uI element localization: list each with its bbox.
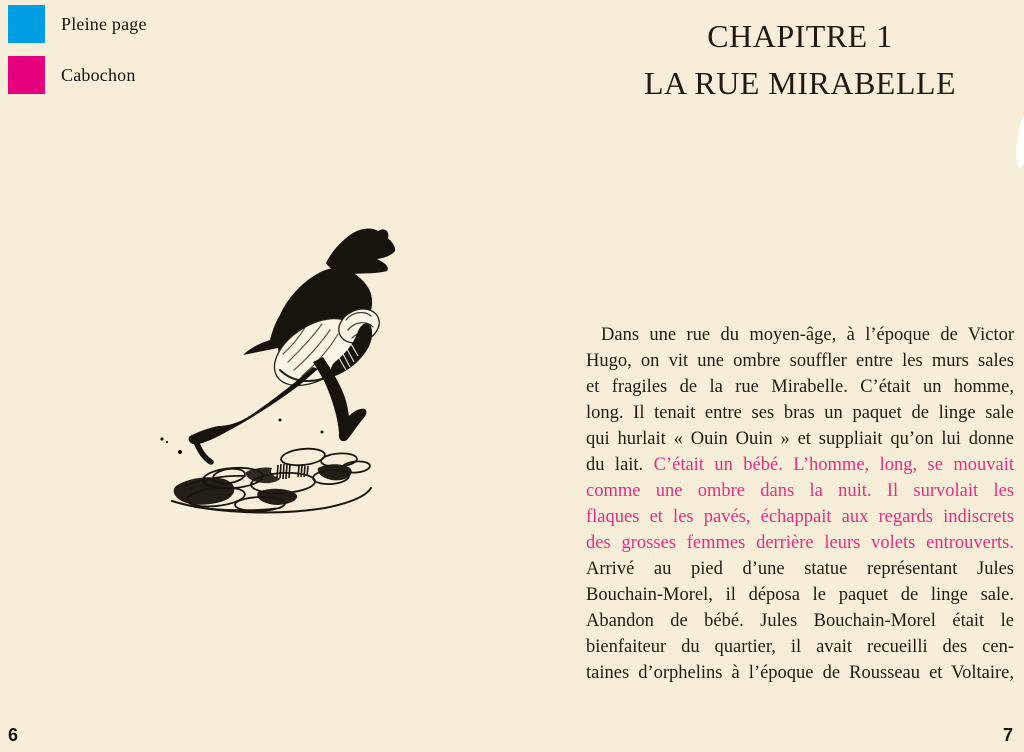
- text-line: [586, 634, 1014, 660]
- body-text-segment: qui hurlait « Ouin Ouin » et suppliait qu’on lui donne: [586, 429, 1014, 449]
- text-line: [586, 348, 1014, 374]
- body-text-segment: Bouchain-Morel, il déposa le paquet de linge sale.: [586, 585, 1014, 605]
- chapter-name: LA RUE MIRABELLE: [644, 65, 956, 101]
- text-line: [586, 322, 1014, 348]
- legend-label: Cabochon: [61, 64, 136, 85]
- legend-label: Pleine page: [61, 13, 147, 34]
- body-text-segment: long. Il tenait entre ses bras un paquet de linge sale: [586, 403, 1014, 423]
- text-line: [586, 530, 1014, 556]
- body-text-segment: et fragiles de la rue Mirabelle. C’était un homme,: [586, 377, 1014, 397]
- body-text-segment: taines d’orphelins à l’époque de Rousseau et Voltaire,: [586, 663, 1014, 683]
- text-line: [586, 556, 1014, 582]
- text-line: [586, 660, 1014, 686]
- legend-item: [8, 5, 147, 43]
- text-line: [586, 400, 1014, 426]
- highlighted-text: comme une ombre dans la nuit. Il survolait les: [586, 481, 1014, 501]
- text-line: [586, 374, 1014, 400]
- cyan-square-swatch: [8, 5, 45, 43]
- text-line: [586, 452, 1014, 478]
- chapter-number: CHAPITRE 1: [707, 18, 893, 54]
- page-number-right: 7: [1002, 725, 1013, 745]
- page-number-left: 6: [8, 725, 19, 745]
- body-text-segment: Hugo, on vit une ombre souffler entre les murs sales: [586, 351, 1014, 371]
- highlighted-text: C’était un bébé. L’homme, long, se mouvait: [653, 455, 1014, 475]
- legend: [8, 5, 147, 94]
- text-line: [586, 426, 1014, 452]
- text-line: [586, 608, 1014, 634]
- text-line: [586, 478, 1014, 504]
- body-text-segment: Arrivé au pied d’une statue représentant Jules: [586, 559, 1014, 579]
- body-text-segment: du lait.: [586, 455, 654, 475]
- highlighted-text: des grosses femmes derrière leurs volets entrouverts.: [586, 533, 1014, 553]
- body-text-segment: Dans une rue du moyen-âge, à l’époque de Victor: [601, 325, 1014, 345]
- highlighted-text: flaques et les pavés, échappait aux regards indiscrets: [586, 507, 1014, 527]
- magenta-square-swatch: [8, 56, 45, 94]
- legend-item: [8, 56, 147, 94]
- body-text: [586, 322, 1014, 686]
- body-text-segment: Abandon de bébé. Jules Bouchain-Morel était le: [586, 611, 1014, 631]
- chapter-title: [586, 13, 1014, 107]
- text-line: [586, 582, 1014, 608]
- body-text-segment: bienfaiteur du quartier, il avait recueilli des cen-: [586, 637, 1014, 657]
- page-edge-mark: [1014, 116, 1024, 169]
- running-man-illustration: [140, 220, 420, 520]
- text-line: [586, 504, 1014, 530]
